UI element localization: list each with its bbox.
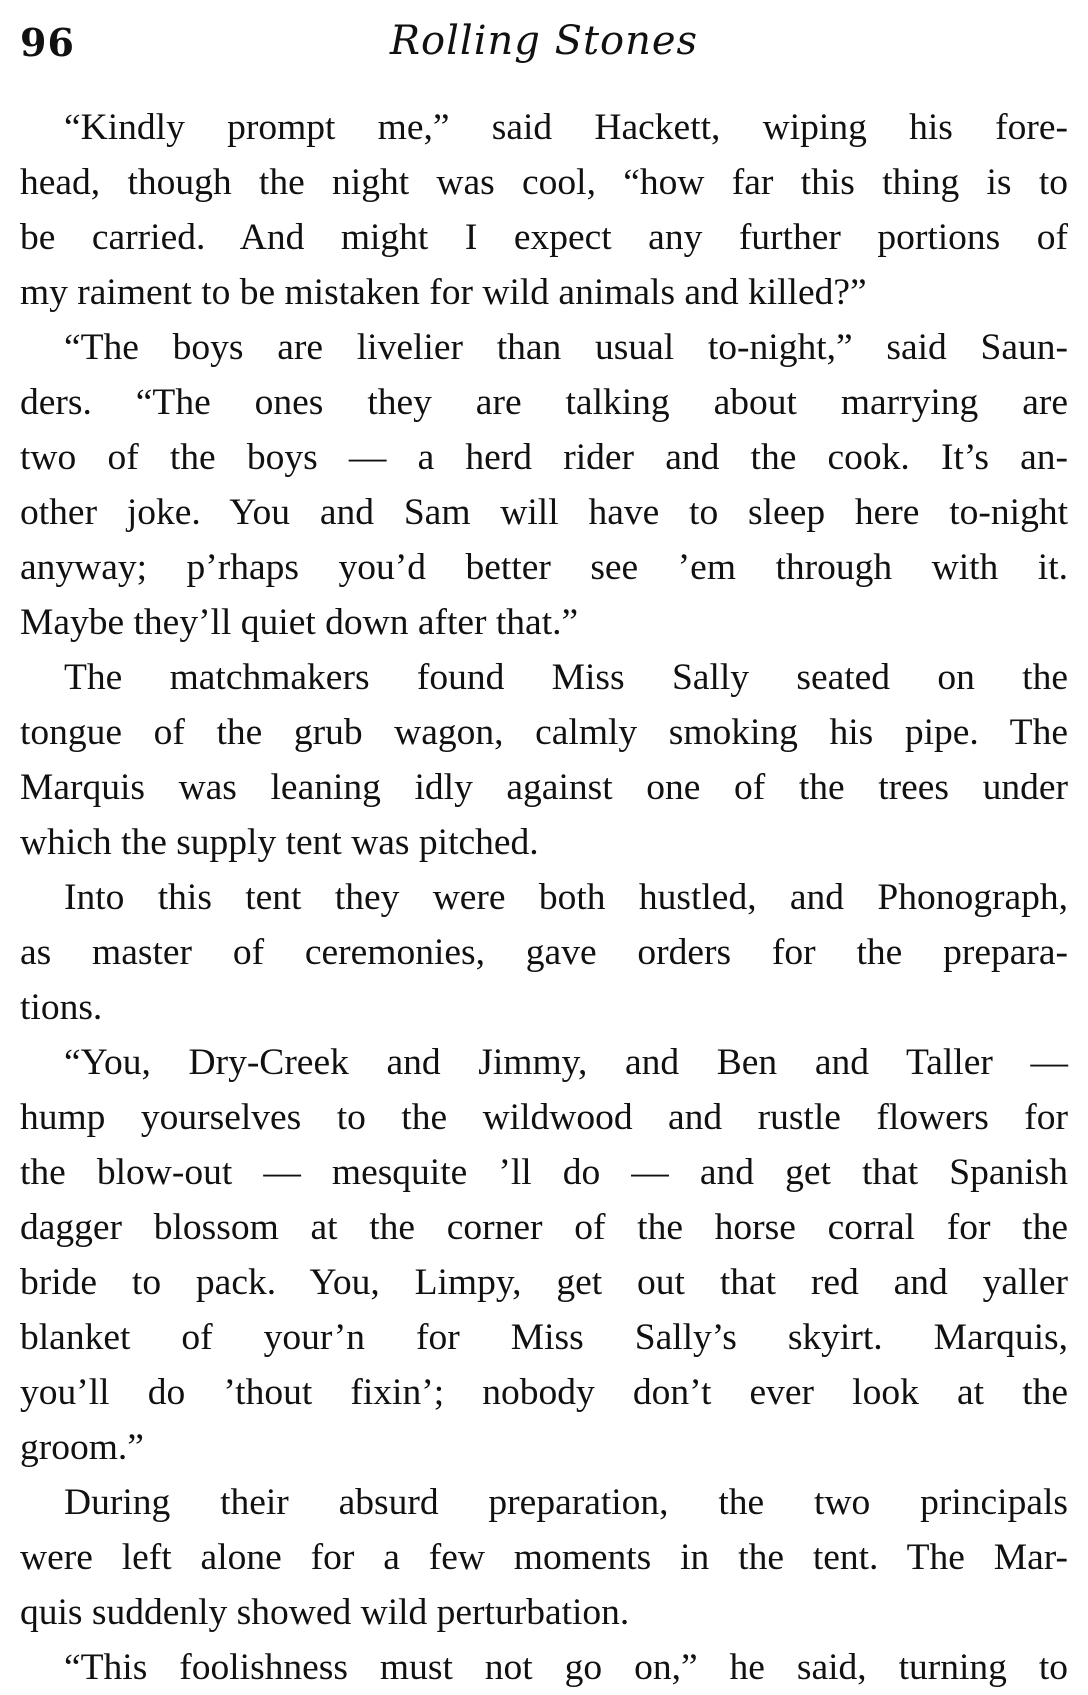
text-line: tongue of the grub wagon, calmly smoking his pipe. The <box>20 712 1068 753</box>
paragraph <box>20 1475 1068 1640</box>
page-header <box>20 14 1068 78</box>
text-line: “You, Dry-Creek and Jimmy, and Ben and Taller — <box>64 1042 1068 1083</box>
text-line: tions. <box>20 987 103 1028</box>
body-text <box>20 100 1068 1695</box>
paragraph <box>20 870 1068 1035</box>
text-line: other joke. You and Sam will have to sleep here to-night <box>20 492 1068 533</box>
text-line: you’ll do ’thout fixin’; nobody don’t ever look at the <box>20 1372 1068 1413</box>
text-line: Marquis was leaning idly against one of the trees under <box>20 767 1068 808</box>
book-page <box>20 14 1068 1695</box>
paragraph <box>20 1640 1068 1695</box>
text-line: head, though the night was cool, “how far this thing is to <box>20 162 1068 203</box>
text-line: my raiment to be mistaken for wild animals and killed?” <box>20 272 867 313</box>
page-number: 96 <box>20 20 75 65</box>
paragraph <box>20 1035 1068 1475</box>
text-line: “The boys are livelier than usual to-night,” said Saun- <box>64 327 1068 368</box>
text-line: blanket of your’n for Miss Sally’s skyirt. Marquis, <box>20 1317 1068 1358</box>
text-line: dagger blossom at the corner of the horse corral for the <box>20 1207 1068 1248</box>
text-line: which the supply tent was pitched. <box>20 822 539 863</box>
text-line: quis suddenly showed wild perturbation. <box>20 1592 630 1633</box>
text-line: were left alone for a few moments in the tent. The Mar- <box>20 1537 1068 1578</box>
paragraph <box>20 650 1068 870</box>
paragraph <box>20 100 1068 320</box>
text-line: groom.” <box>20 1427 144 1468</box>
text-line: hump yourselves to the wildwood and rustle flowers for <box>20 1097 1068 1138</box>
text-line: as master of ceremonies, gave orders for the prepara- <box>20 932 1068 973</box>
running-title: Rolling Stones <box>389 18 699 64</box>
text-line: two of the boys — a herd rider and the cook. It’s an- <box>20 437 1068 478</box>
text-line: anyway; p’rhaps you’d better see ’em through with it. <box>20 547 1068 588</box>
text-line: Into this tent they were both hustled, and Phonograph, <box>64 877 1068 918</box>
paragraph <box>20 320 1068 650</box>
text-line: The matchmakers found Miss Sally seated on the <box>64 657 1068 698</box>
text-line: “Kindly prompt me,” said Hackett, wiping his fore- <box>64 107 1068 148</box>
text-line: During their absurd preparation, the two principals <box>64 1482 1068 1523</box>
text-line: the blow-out — mesquite ’ll do — and get that Spanish <box>20 1152 1068 1193</box>
text-line: be carried. And might I expect any further portions of <box>20 217 1068 258</box>
text-line: bride to pack. You, Limpy, get out that red and yaller <box>20 1262 1068 1303</box>
text-line: ders. “The ones they are talking about marrying are <box>20 382 1068 423</box>
text-line: Maybe they’ll quiet down after that.” <box>20 602 579 643</box>
text-line: “This foolishness must not go on,” he said, turning to <box>64 1647 1068 1688</box>
